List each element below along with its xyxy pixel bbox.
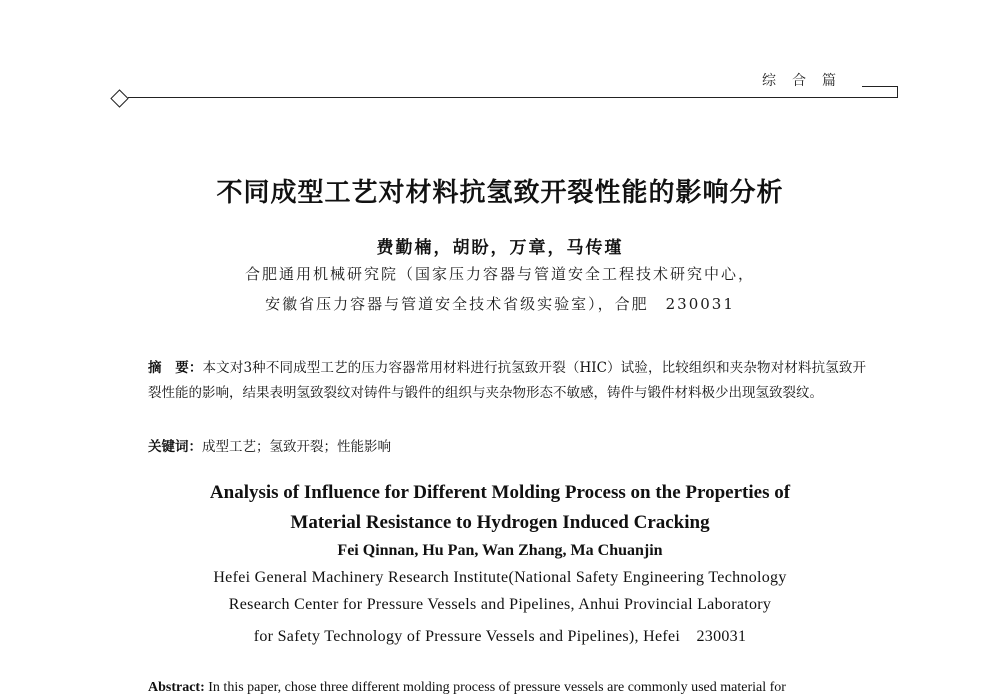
chinese-title: 不同成型工艺对材料抗氢致开裂性能的影响分析 — [216, 178, 784, 208]
english-affiliation-line2: Research Center for Pressure Vessels and Pipelines, Anhui Provincial Laboratory — [228, 596, 772, 613]
english-affiliation-line3: for Safety Technology of Pressure Vessels and Pipelines), Hefei 230031 — [253, 628, 747, 645]
chinese-affiliation-line1: 合肥通用机械研究院（国家压力容器与管道安全工程技术研究中心， — [244, 265, 755, 283]
chinese-affiliation-line2: 安徽省压力容器与管道安全技术省级实验室），合肥 230031 — [265, 295, 735, 313]
chinese-abstract-label: 摘 要： — [148, 360, 203, 376]
chinese-keywords-label: 关键词： — [148, 439, 202, 455]
english-title-line2: Material Resistance to Hydrogen Induced Cracking — [290, 512, 710, 533]
chinese-keywords-text: 成型工艺；氢致开裂；性能影响 — [202, 439, 391, 455]
header-rule-tab — [862, 86, 898, 97]
english-authors: Fei Qinnan, Hu Pan, Wan Zhang, Ma Chuanjin — [337, 542, 663, 559]
diamond-ornament-icon — [110, 89, 128, 107]
english-abstract-text: In this paper, chose three different molding process of pressure vessels are commonly used material for — [204, 680, 786, 695]
header-rule — [128, 97, 898, 98]
english-abstract — [148, 680, 866, 696]
chinese-authors: 费勤楠，胡盼，万章，马传瑾 — [376, 238, 624, 258]
chinese-abstract — [148, 356, 866, 406]
chinese-abstract-text: 本文对3种不同成型工艺的压力容器常用材料进行抗氢致开裂（HIC）试验，比较组织和夹杂物对材料抗氢致开裂性能的影响，结果表明氢致裂纹对铸件与锻件的组织与夹杂物形态不敏感，铸件与锻件材料极少出现氢致裂纹。 — [148, 360, 866, 401]
english-affiliation-line1: Hefei General Machinery Research Institute(National Safety Engineering Technology — [213, 569, 787, 586]
chinese-keywords — [148, 435, 866, 455]
journal-section-label: 综合篇 — [762, 73, 852, 89]
english-title-line1: Analysis of Influence for Different Molding Process on the Properties of — [209, 482, 791, 503]
english-abstract-label: Abstract: — [148, 680, 205, 695]
